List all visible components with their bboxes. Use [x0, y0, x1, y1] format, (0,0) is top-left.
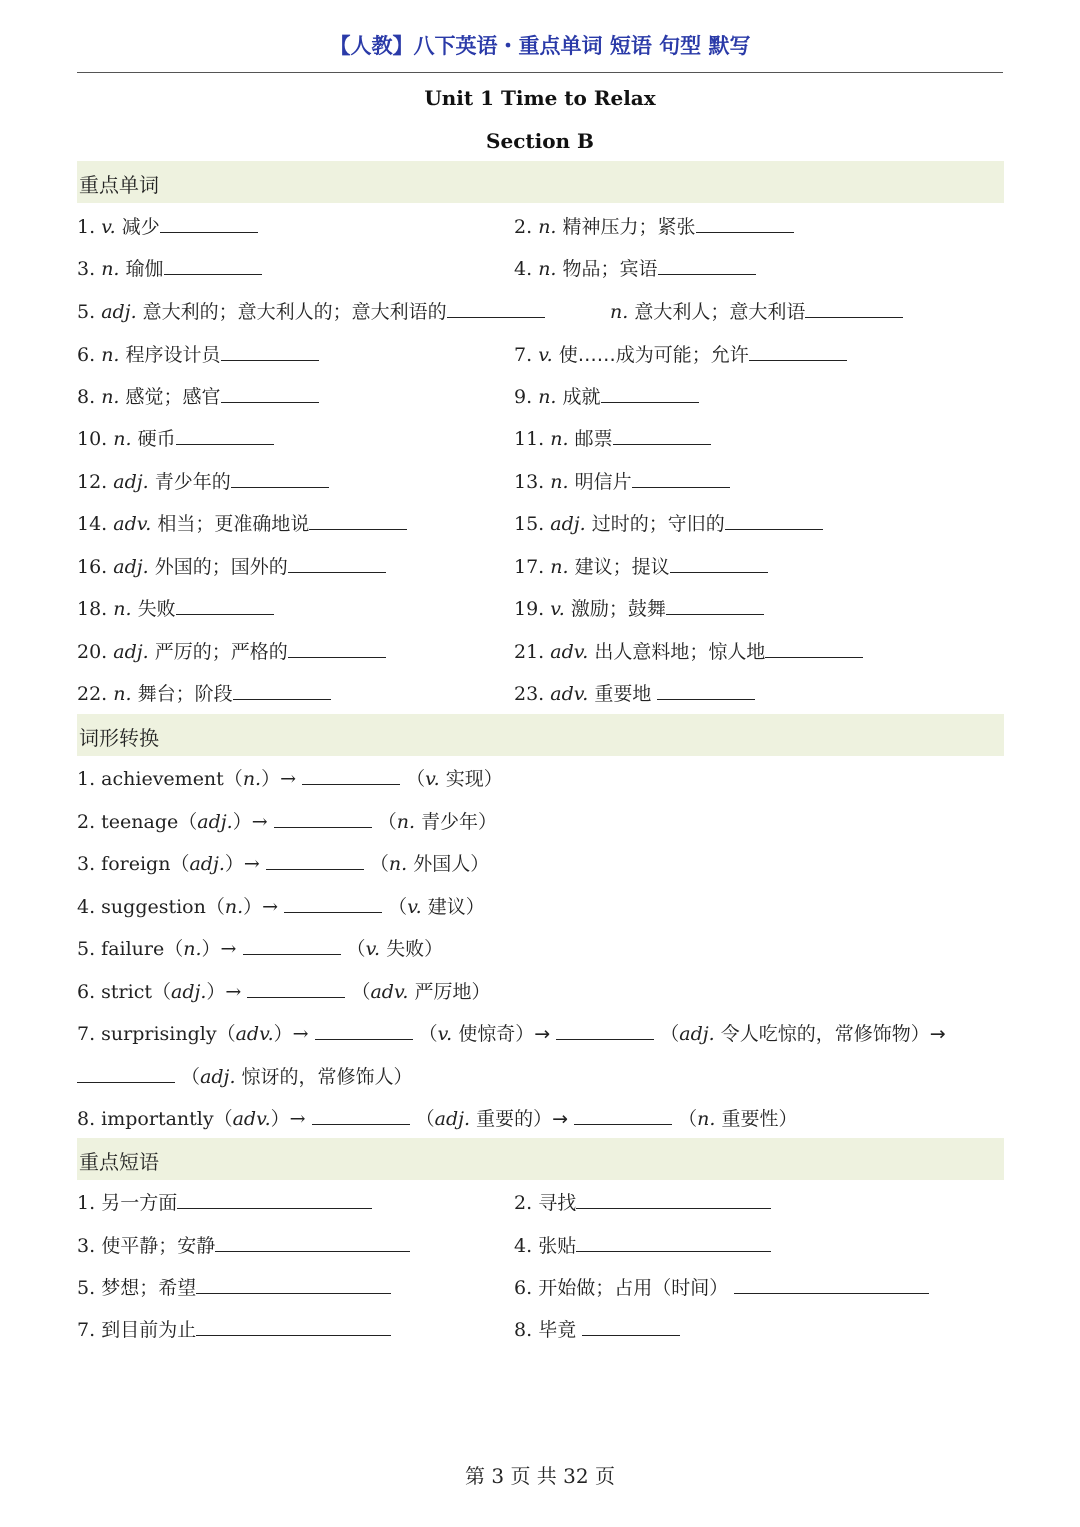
answer-blank[interactable]	[309, 511, 407, 530]
unit-title: Unit 1 Time to Relax	[424, 86, 656, 110]
answer-blank[interactable]	[613, 426, 711, 445]
answer-blank[interactable]	[576, 1190, 771, 1209]
answer-blank[interactable]	[231, 469, 329, 488]
section-heading-vocab: 重点单词	[79, 173, 159, 197]
answer-blank[interactable]	[177, 1190, 372, 1209]
vocab-item: 22. n. 舞台；阶段	[77, 681, 331, 706]
wordform-item: 8. importantly（adv.）→ （adj. 重要的）→ （n. 重要性）	[77, 1108, 798, 1130]
section-heading-phrases: 重点短语	[79, 1150, 159, 1174]
answer-blank[interactable]	[284, 894, 382, 913]
vocab-item: 10. n. 硬币	[77, 426, 274, 451]
answer-blank[interactable]	[243, 936, 341, 955]
vocab-item: 23. adv. 重要地	[514, 681, 755, 706]
answer-blank[interactable]	[805, 299, 903, 318]
answer-blank[interactable]	[556, 1021, 654, 1040]
answer-blank[interactable]	[176, 426, 274, 445]
answer-blank[interactable]	[749, 342, 847, 361]
answer-blank[interactable]	[77, 1064, 175, 1083]
answer-blank[interactable]	[288, 554, 386, 573]
vocab-item: 14. adv. 相当；更准确地说	[77, 511, 407, 536]
vocab-item: 7. v. 使……成为可能；允许	[514, 342, 847, 367]
answer-blank[interactable]	[312, 1106, 410, 1125]
answer-blank[interactable]	[233, 681, 331, 700]
section-band-phrases	[77, 1138, 1004, 1180]
wordform-item: 2. teenage（adj.）→ （n. 青少年）	[77, 811, 498, 833]
vocab-item: 13. n. 明信片	[514, 469, 730, 494]
vocab-item: 2. n. 精神压力；紧张	[514, 214, 794, 239]
answer-blank[interactable]	[315, 1021, 413, 1040]
answer-blank[interactable]	[632, 469, 730, 488]
answer-blank[interactable]	[160, 214, 258, 233]
vocab-item: 3. n. 瑜伽	[77, 256, 262, 281]
phrase-item: 3. 使平静；安静	[77, 1233, 410, 1258]
vocab-item: 12. adj. 青少年的	[77, 469, 329, 494]
wordform-item: 6. strict（adj.）→ （adv. 严厉地）	[77, 981, 491, 1003]
vocab-item: 20. adj. 严厉的；严格的	[77, 639, 386, 664]
vocab-item: 16. adj. 外国的；国外的	[77, 554, 386, 579]
answer-blank[interactable]	[274, 809, 372, 828]
answer-blank[interactable]	[266, 851, 364, 870]
answer-blank[interactable]	[164, 256, 262, 275]
answer-blank[interactable]	[302, 766, 400, 785]
phrase-item: 7. 到目前为止	[77, 1317, 391, 1342]
vocab-item: 19. v. 激励；鼓舞	[514, 596, 764, 621]
wordform-item: 1. achievement（n.）→ （v. 实现）	[77, 768, 503, 790]
vocab-item: 17. n. 建议；提议	[514, 554, 768, 579]
vocab-item: 15. adj. 过时的；守旧的	[514, 511, 823, 536]
vocab-item: 21. adv. 出人意料地；惊人地	[514, 639, 863, 664]
answer-blank[interactable]	[696, 214, 794, 233]
vocab-item-second-part: n. 意大利人；意大利语	[610, 299, 903, 324]
phrase-item: 5. 梦想；希望	[77, 1275, 391, 1300]
wordform-item: 7. surprisingly（adv.）→ （v. 使惊奇）→ （adj. 令人吃惊的，常修饰物）→	[77, 1023, 946, 1045]
section-band-vocab	[77, 161, 1004, 203]
answer-blank[interactable]	[601, 384, 699, 403]
vocab-item: 4. n. 物品；宾语	[514, 256, 756, 281]
page-header: 【人教】八下英语・重点单词 短语 句型 默写	[329, 34, 751, 58]
answer-blank[interactable]	[176, 596, 274, 615]
phrase-item: 4. 张贴	[514, 1233, 771, 1258]
answer-blank[interactable]	[574, 1106, 672, 1125]
answer-blank[interactable]	[666, 596, 764, 615]
answer-blank[interactable]	[215, 1233, 410, 1252]
answer-blank[interactable]	[765, 639, 863, 658]
answer-blank[interactable]	[196, 1317, 391, 1336]
section-heading-wordforms: 词形转换	[79, 726, 159, 750]
header-divider	[77, 72, 1003, 73]
section-title: Section B	[486, 129, 594, 153]
answer-blank[interactable]	[576, 1233, 771, 1252]
section-band-wordforms	[77, 714, 1004, 756]
answer-blank[interactable]	[447, 299, 545, 318]
vocab-item: 6. n. 程序设计员	[77, 342, 319, 367]
answer-blank[interactable]	[221, 342, 319, 361]
wordform-item: 3. foreign（adj.）→ （n. 外国人）	[77, 853, 490, 875]
wordform-item-continued: （adj. 惊讶的，常修饰人）	[77, 1064, 413, 1089]
phrase-item: 2. 寻找	[514, 1190, 771, 1215]
answer-blank[interactable]	[670, 554, 768, 573]
answer-blank[interactable]	[288, 639, 386, 658]
answer-blank[interactable]	[221, 384, 319, 403]
wordform-item: 4. suggestion（n.）→ （v. 建议）	[77, 896, 485, 918]
vocab-item: 18. n. 失败	[77, 596, 274, 621]
answer-blank[interactable]	[657, 681, 755, 700]
vocab-item: 9. n. 成就	[514, 384, 699, 409]
answer-blank[interactable]	[196, 1275, 391, 1294]
phrase-item: 8. 毕竟	[514, 1317, 680, 1342]
vocab-item: 8. n. 感觉；感官	[77, 384, 319, 409]
answer-blank[interactable]	[582, 1317, 680, 1336]
vocab-item: 11. n. 邮票	[514, 426, 711, 451]
page-number: 第 3 页 共 32 页	[465, 1464, 615, 1488]
wordform-item: 5. failure（n.）→ （v. 失败）	[77, 938, 444, 960]
answer-blank[interactable]	[734, 1275, 929, 1294]
vocab-item: 5. adj. 意大利的；意大利人的；意大利语的	[77, 299, 545, 324]
phrase-item: 1. 另一方面	[77, 1190, 372, 1215]
vocab-item: 1. v. 减少	[77, 214, 258, 239]
phrase-item: 6. 开始做；占用（时间）	[514, 1275, 929, 1300]
answer-blank[interactable]	[658, 256, 756, 275]
answer-blank[interactable]	[247, 979, 345, 998]
answer-blank[interactable]	[725, 511, 823, 530]
